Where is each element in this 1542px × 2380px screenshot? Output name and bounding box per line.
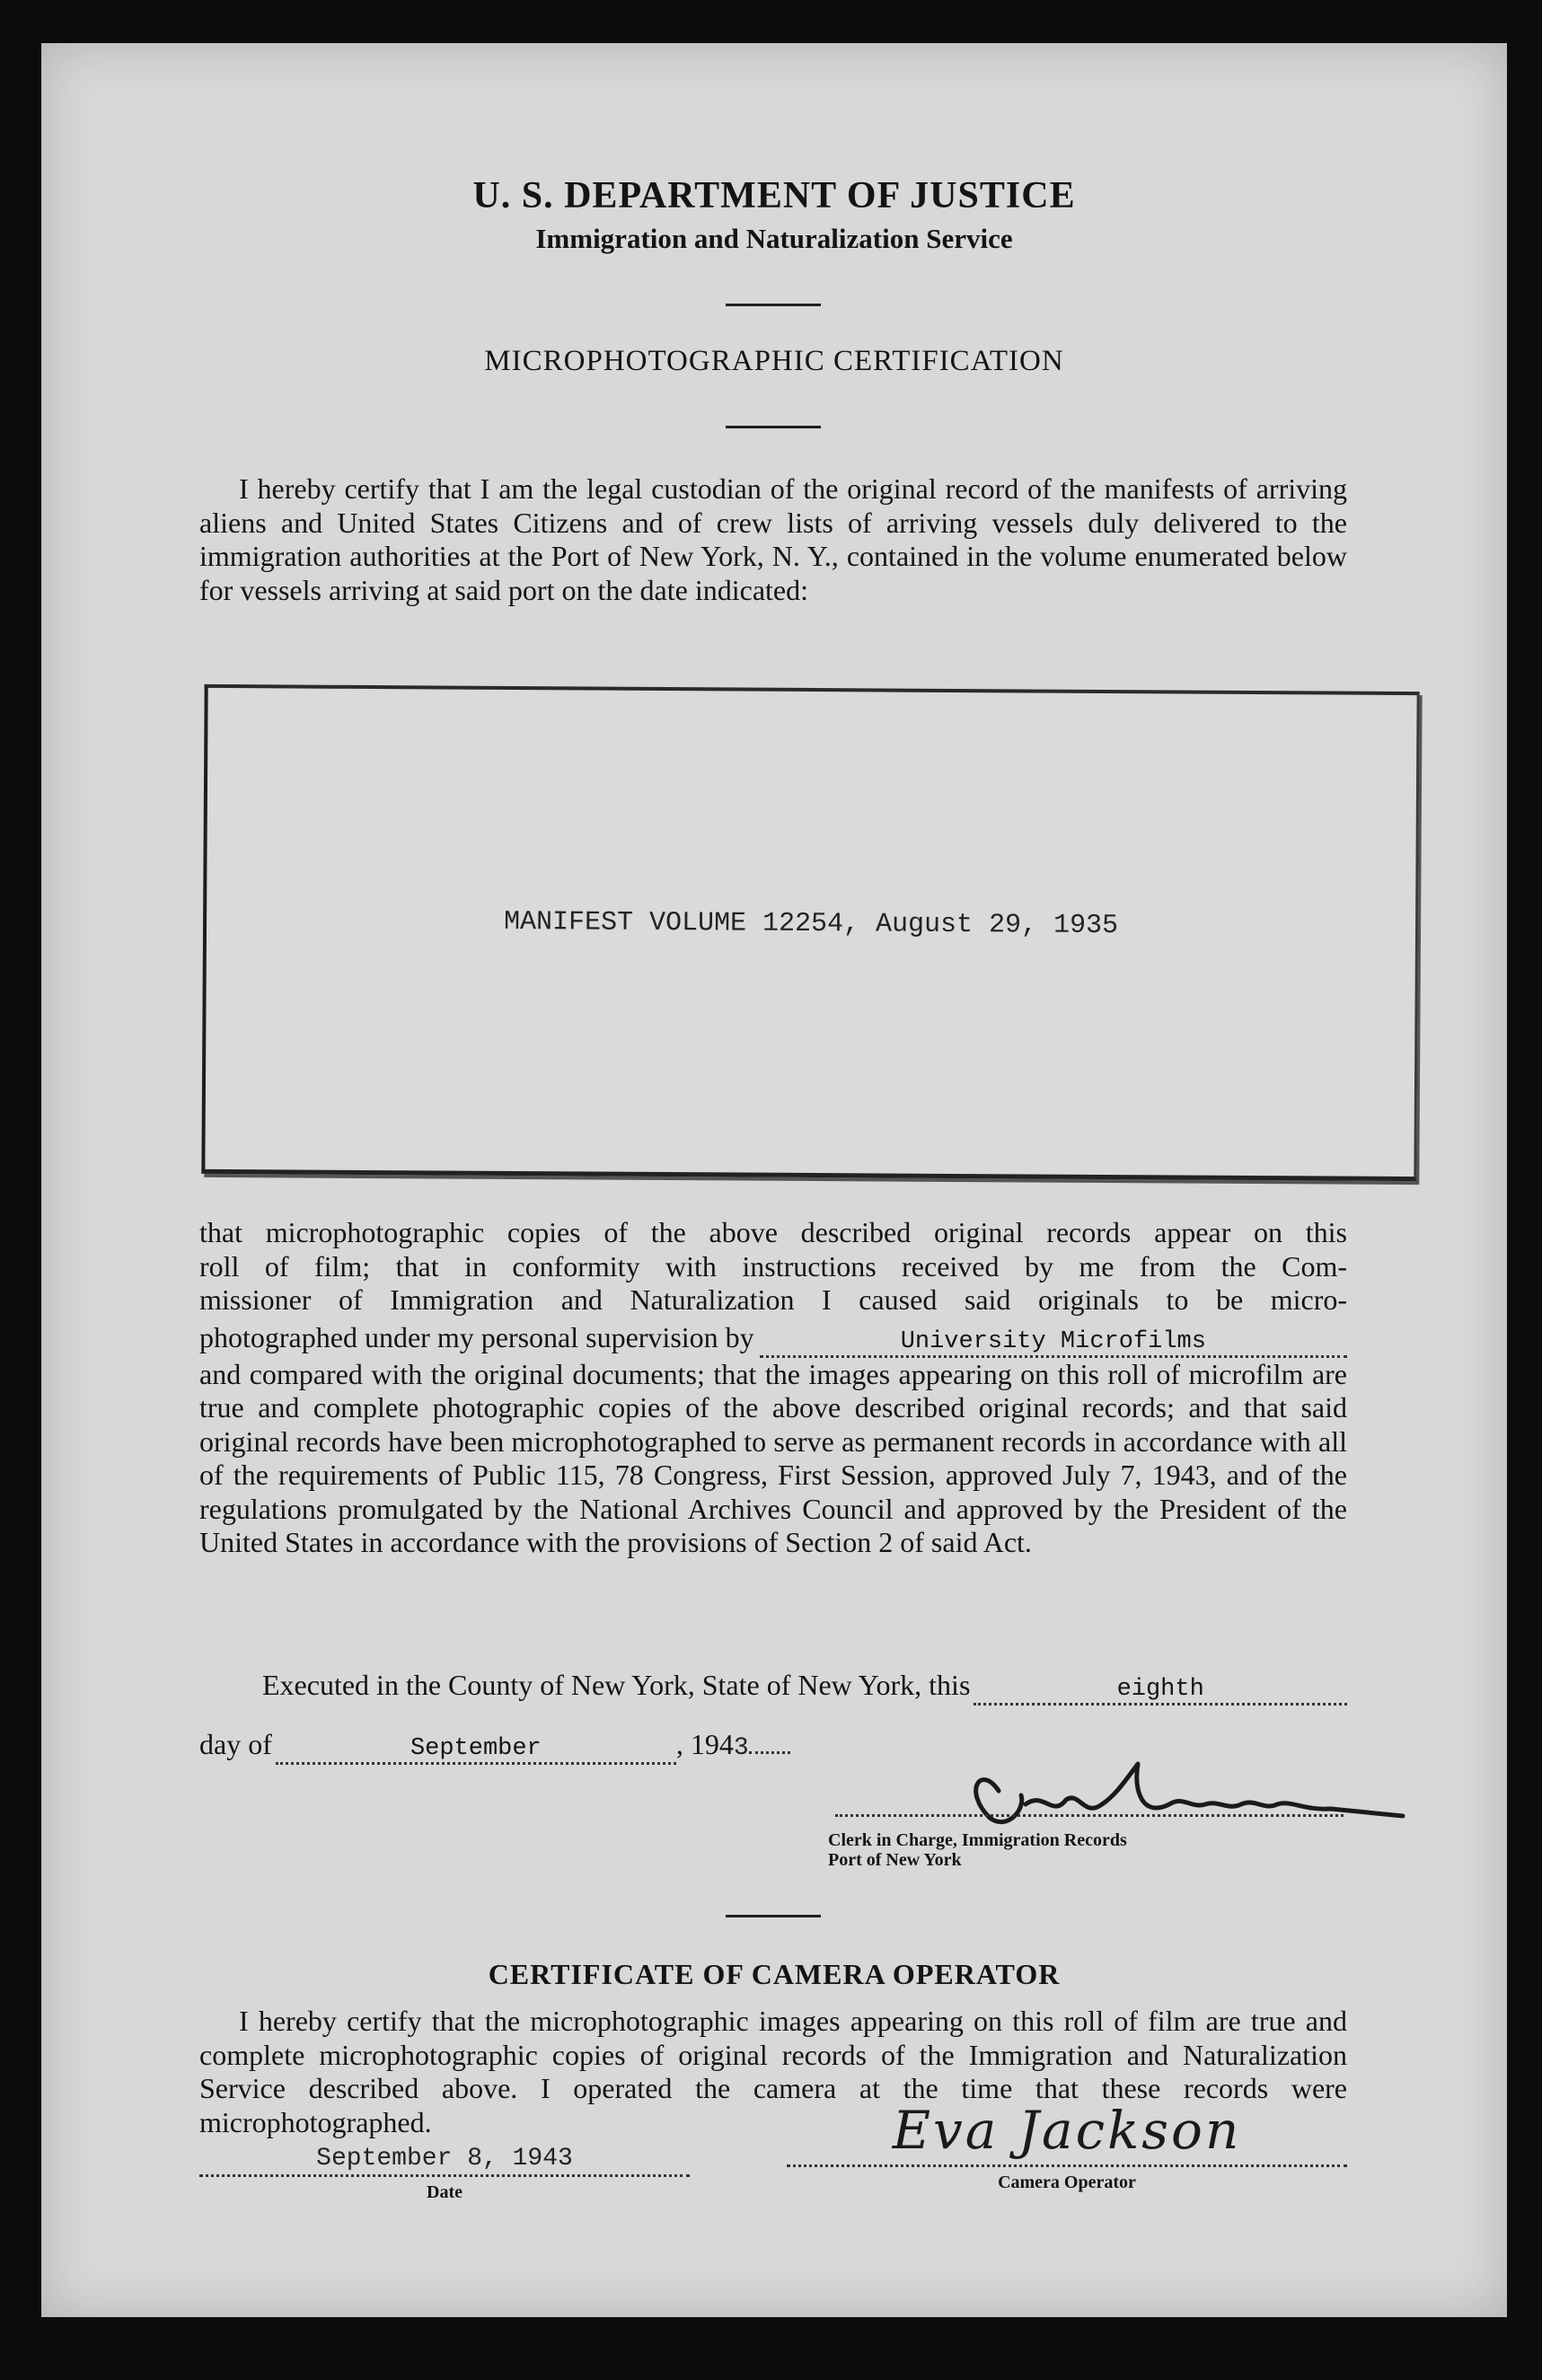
day-of-label: day of — [199, 1728, 272, 1760]
clerk-signature-line — [835, 1814, 1344, 1817]
body-rest: and compared with the original documents; that the images appearing on this roll of microfilm are true and complete photographic copies of the above described original records; and that said original records have been microphotographed to serve as permanent records in accordance with all of the requirements of Public 115, 78 Congress, First Session, approved July 7, 1943, and of the regulations promulgated by the National Archives Council and approved by the President of the United States in accordance with the provisions of Section 2 of said Act. — [199, 1357, 1347, 1558]
executed-line — [199, 1669, 1347, 1706]
date-field — [199, 2145, 690, 2202]
day-of-line — [199, 1728, 828, 1766]
year-dots — [749, 1751, 790, 1754]
day-field: eighth — [974, 1676, 1347, 1706]
divider — [726, 1915, 821, 1917]
body-line: roll of film; that in conformity with instructions received by me from the Com- — [199, 1249, 1347, 1283]
clerk-signature — [909, 1755, 1412, 1836]
service-subtitle: Immigration and Naturalization Service — [535, 223, 1013, 254]
operator-signature: Eva Jackson — [787, 2100, 1347, 2167]
supervision-line — [199, 1321, 1347, 1358]
divider — [726, 426, 821, 428]
body-line: that microphotographic copies of the above described original records appear on this — [199, 1216, 1347, 1248]
camera-operator-heading: CERTIFICATE OF CAMERA OPERATOR — [488, 1958, 1061, 1990]
department-title: U. S. DEPARTMENT OF JUSTICE — [472, 175, 1076, 216]
volume-card — [201, 684, 1419, 1181]
clerk-title-line2: Port of New York — [828, 1850, 962, 1870]
supervision-prefix: photographed under my personal supervision by — [199, 1320, 754, 1353]
intro-paragraph: I hereby certify that I am the legal custodian of the original record of the manifests of arriving aliens and United States Citizens and of crew lists of arriving vessels duly delivered to the immigration authorities at the Port of New York, N. Y., contained in the volume enumerated below for vessels arriving at said port on the date indicated: — [199, 472, 1347, 606]
clerk-title-line1: Clerk in Charge, Immigration Records — [828, 1830, 1127, 1850]
divider — [726, 304, 821, 306]
month-field: September — [276, 1735, 676, 1765]
camera-operator-paragraph: I hereby certify that the microphotographic images appearing on this roll of film are true and complete microphotographic copies of original records of the Immigration and Naturalization Service described above. I operated the camera at the time that these records were microphotographed. — [199, 2005, 1347, 2138]
operator-label: Camera Operator — [998, 2173, 1136, 2192]
body-line: missioner of Immigration and Naturalization I caused said originals to be micro- — [199, 1283, 1347, 1316]
date-label: Date — [427, 2182, 463, 2202]
year-prefix: , 194 — [675, 1728, 734, 1760]
manifest-volume-text: MANIFEST VOLUME 12254, August 29, 1935 — [503, 906, 1119, 942]
certification-body — [199, 1216, 1347, 1560]
date-value: September 8, 1943 — [199, 2145, 690, 2177]
year-digit: 3 — [733, 1734, 749, 1762]
operator-signature-block — [787, 2100, 1347, 2192]
executed-prefix: Executed in the County of New York, State of New York, this — [262, 1669, 971, 1701]
certification-title: MICROPHOTOGRAPHIC CERTIFICATION — [484, 345, 1064, 377]
supervisor-field: University Microfilms — [760, 1328, 1347, 1358]
document-sheet — [41, 43, 1507, 2317]
